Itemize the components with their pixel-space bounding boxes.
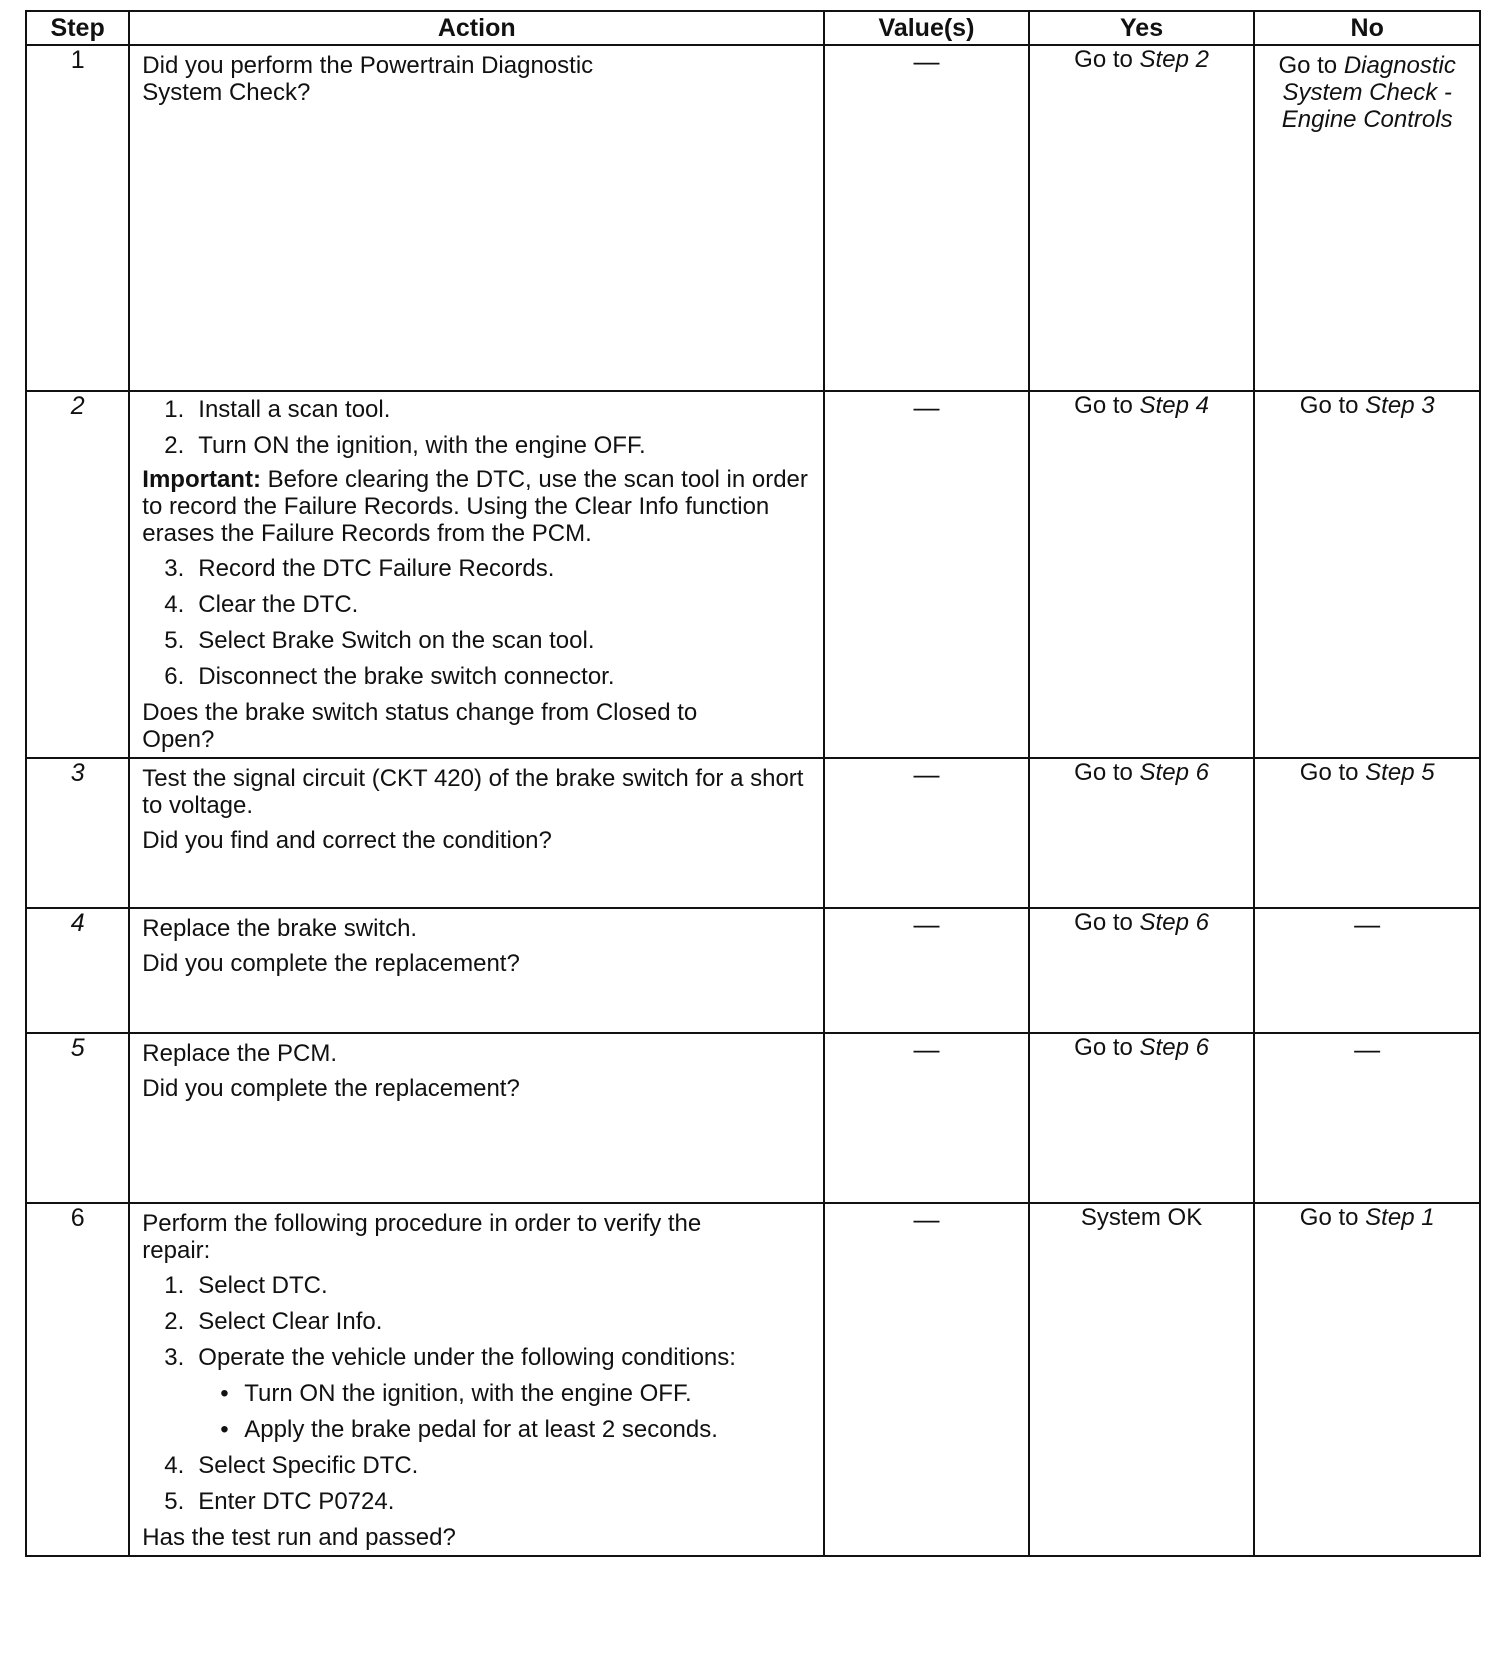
table-row [26, 1033, 1480, 1203]
action-text: Replace the PCM. [142, 1040, 338, 1067]
table-row [26, 1203, 1480, 1556]
important-note [142, 466, 813, 547]
list-item: 5. Select Brake Switch on the scan tool. [164, 627, 595, 654]
system-ok-text: System OK [1080, 1204, 1203, 1231]
table-row [26, 758, 1480, 908]
action-cell [129, 1203, 824, 1556]
bullet-item: • Turn ON the ignition, with the engine OFF. [220, 1380, 692, 1407]
yes-step-link[interactable]: Step 2 [1139, 46, 1209, 73]
yes-cell [1029, 758, 1255, 908]
no-prefix: Go to [1299, 759, 1359, 786]
bullet-item: • Apply the brake pedal for at least 2 seconds. [220, 1416, 718, 1443]
important-label: Important: [142, 466, 261, 493]
value-cell: — [824, 758, 1029, 908]
yes-prefix: Go to [1074, 909, 1133, 936]
important-text: Before clearing the DTC, use the scan tool in order to record the Failure Records. Using the Clear Info function erases the Failure Records from the PCM. [142, 466, 808, 547]
step-number: 4 [26, 908, 129, 1033]
step-number: 2 [26, 391, 129, 758]
no-cell: — [1254, 1033, 1480, 1203]
no-cell [1254, 1203, 1480, 1556]
yes-cell [1029, 45, 1255, 391]
diagnostic-table [25, 10, 1481, 1557]
step-number: 1 [26, 45, 129, 391]
header-yes: Yes [1029, 11, 1255, 45]
action-text: Perform the following procedure in order to verify the repair: [142, 1210, 702, 1264]
no-cell [1254, 758, 1480, 908]
action-text: Replace the brake switch. [142, 915, 418, 942]
step-number: 6 [26, 1203, 129, 1556]
table-row [26, 45, 1480, 391]
action-cell [129, 45, 824, 391]
header-step: Step [26, 11, 129, 45]
list-item: 1. Install a scan tool. [164, 396, 391, 423]
no-step-link[interactable]: Step 5 [1365, 759, 1435, 786]
yes-step-link[interactable]: Step 6 [1139, 759, 1209, 786]
action-cell [129, 758, 824, 908]
yes-cell [1029, 1033, 1255, 1203]
question-text: Did you find and correct the condition? [142, 827, 552, 854]
no-step-link[interactable]: Step 1 [1365, 1204, 1435, 1231]
header-no: No [1254, 11, 1480, 45]
action-text: Did you perform the Powertrain Diagnostic System Check? [142, 52, 594, 106]
value-cell: — [824, 391, 1029, 758]
no-prefix: Go to [1299, 1204, 1359, 1231]
list-item: 5. Enter DTC P0724. [164, 1488, 395, 1515]
header-values: Value(s) [824, 11, 1029, 45]
list-item: 4. Clear the DTC. [164, 591, 359, 618]
value-cell: — [824, 908, 1029, 1033]
action-cell [129, 1033, 824, 1203]
yes-prefix: Go to [1074, 759, 1133, 786]
header-action: Action [129, 11, 824, 45]
no-cell [1254, 45, 1480, 391]
yes-step-link[interactable]: Step 6 [1139, 909, 1209, 936]
yes-step-link[interactable]: Step 6 [1139, 1034, 1209, 1061]
question-text: Has the test run and passed? [142, 1524, 456, 1551]
list-item: 3. Operate the vehicle under the following conditions: [164, 1344, 736, 1371]
list-item: 4. Select Specific DTC. [164, 1452, 419, 1479]
action-cell [129, 908, 824, 1033]
no-cell [1254, 391, 1480, 758]
question-text: Did you complete the replacement? [142, 950, 520, 977]
question-text: Did you complete the replacement? [142, 1075, 520, 1102]
no-step-link[interactable]: Diagnostic System Check - Engine Controls [1281, 52, 1456, 133]
value-cell: — [824, 1033, 1029, 1203]
table-row [26, 908, 1480, 1033]
list-item: 6. Disconnect the brake switch connector. [164, 663, 615, 690]
no-step-link[interactable]: Step 3 [1365, 392, 1435, 419]
yes-step-link[interactable]: Step 4 [1139, 392, 1209, 419]
list-item: 3. Record the DTC Failure Records. [164, 555, 555, 582]
no-prefix: Go to [1299, 392, 1359, 419]
yes-prefix: Go to [1074, 1034, 1133, 1061]
yes-cell [1029, 391, 1255, 758]
no-prefix: Go to [1278, 52, 1338, 79]
value-cell: — [824, 1203, 1029, 1556]
action-cell [129, 391, 824, 758]
step-number: 5 [26, 1033, 129, 1203]
yes-prefix: Go to [1074, 392, 1133, 419]
yes-prefix: Go to [1074, 46, 1133, 73]
list-item: 1. Select DTC. [164, 1272, 328, 1299]
list-item: 2. Turn ON the ignition, with the engine OFF. [164, 432, 646, 459]
list-item: 2. Select Clear Info. [164, 1308, 383, 1335]
yes-cell [1029, 908, 1255, 1033]
no-cell: — [1254, 908, 1480, 1033]
yes-cell [1029, 1203, 1255, 1556]
value-cell: — [824, 45, 1029, 391]
action-text: Test the signal circuit (CKT 420) of the brake switch for a short to voltage. [142, 765, 804, 819]
header-row [26, 11, 1480, 45]
step-number: 3 [26, 758, 129, 908]
question-text: Does the brake switch status change from Closed to Open? [142, 699, 698, 753]
table-row [26, 391, 1480, 758]
